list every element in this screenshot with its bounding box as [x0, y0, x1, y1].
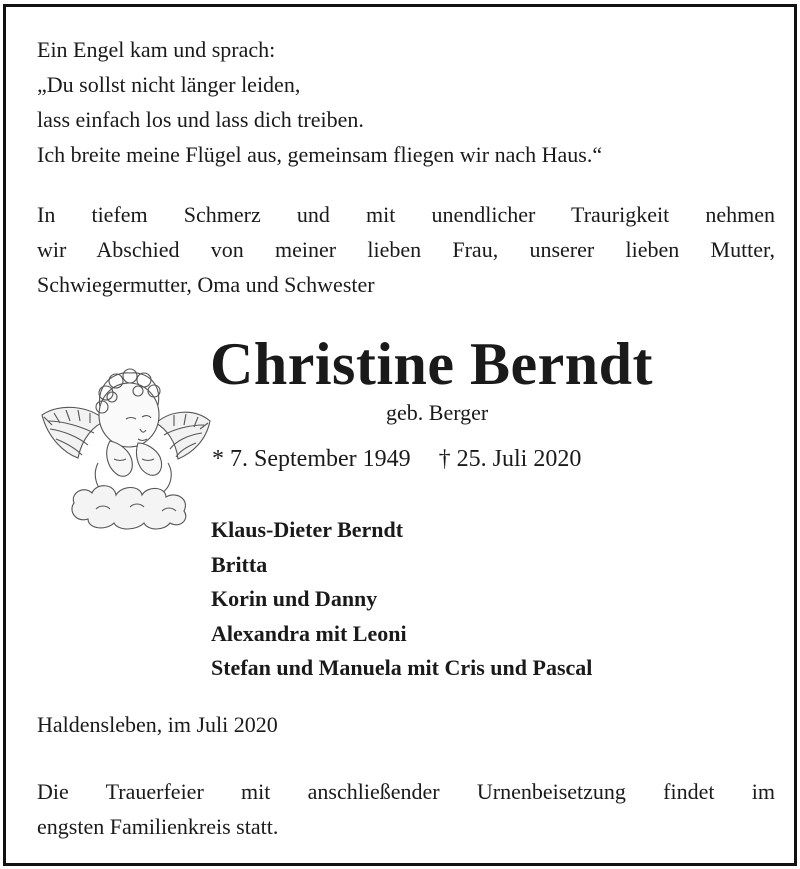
- mourner-name: Klaus-Dieter Berndt: [211, 517, 404, 542]
- mourner-name: Britta: [211, 551, 268, 577]
- death-date: † 25. Juli 2020: [438, 446, 582, 472]
- life-dates: [212, 443, 581, 475]
- intro-text: [37, 197, 775, 302]
- maiden-name: geb. Berger: [386, 400, 489, 425]
- mourner-name: Alexandra mit Leoni: [211, 620, 407, 646]
- intro-line: wir Abschied von meiner lieben Frau, unserer lieben Mutter,: [37, 237, 775, 262]
- mourner-name: Stefan und Manuela mit Cris und Pascal: [211, 655, 593, 680]
- poem: [37, 32, 775, 172]
- ceremony-line: Die Trauerfeier mit anschließender Urnenbeisetzung findet im: [37, 779, 775, 804]
- mourners-list: [211, 513, 592, 686]
- poem-line: lass einfach los und lass dich treiben.: [37, 107, 364, 132]
- poem-line: Ich breite meine Flügel aus, gemeinsam fliegen wir nach Haus.“: [37, 142, 603, 167]
- ceremony-line: engsten Familienkreis statt.: [37, 814, 279, 839]
- intro-line: In tiefem Schmerz und mit unendlicher Traurigkeit nehmen: [37, 202, 775, 227]
- intro-line: Schwiegermutter, Oma und Schwester: [37, 272, 375, 297]
- cherub-angel-icon: [34, 363, 216, 531]
- place-date: Haldensleben, im Juli 2020: [37, 712, 278, 737]
- mourner-name: Korin und Danny: [211, 586, 378, 611]
- ceremony-note: [37, 774, 775, 844]
- poem-line: „Du sollst nicht länger leiden,: [37, 72, 301, 97]
- birth-date: * 7. September 1949: [212, 446, 411, 472]
- deceased-name: Christine Berndt: [210, 331, 653, 397]
- obituary-notice: [3, 4, 797, 866]
- poem-line: Ein Engel kam und sprach:: [37, 37, 276, 62]
